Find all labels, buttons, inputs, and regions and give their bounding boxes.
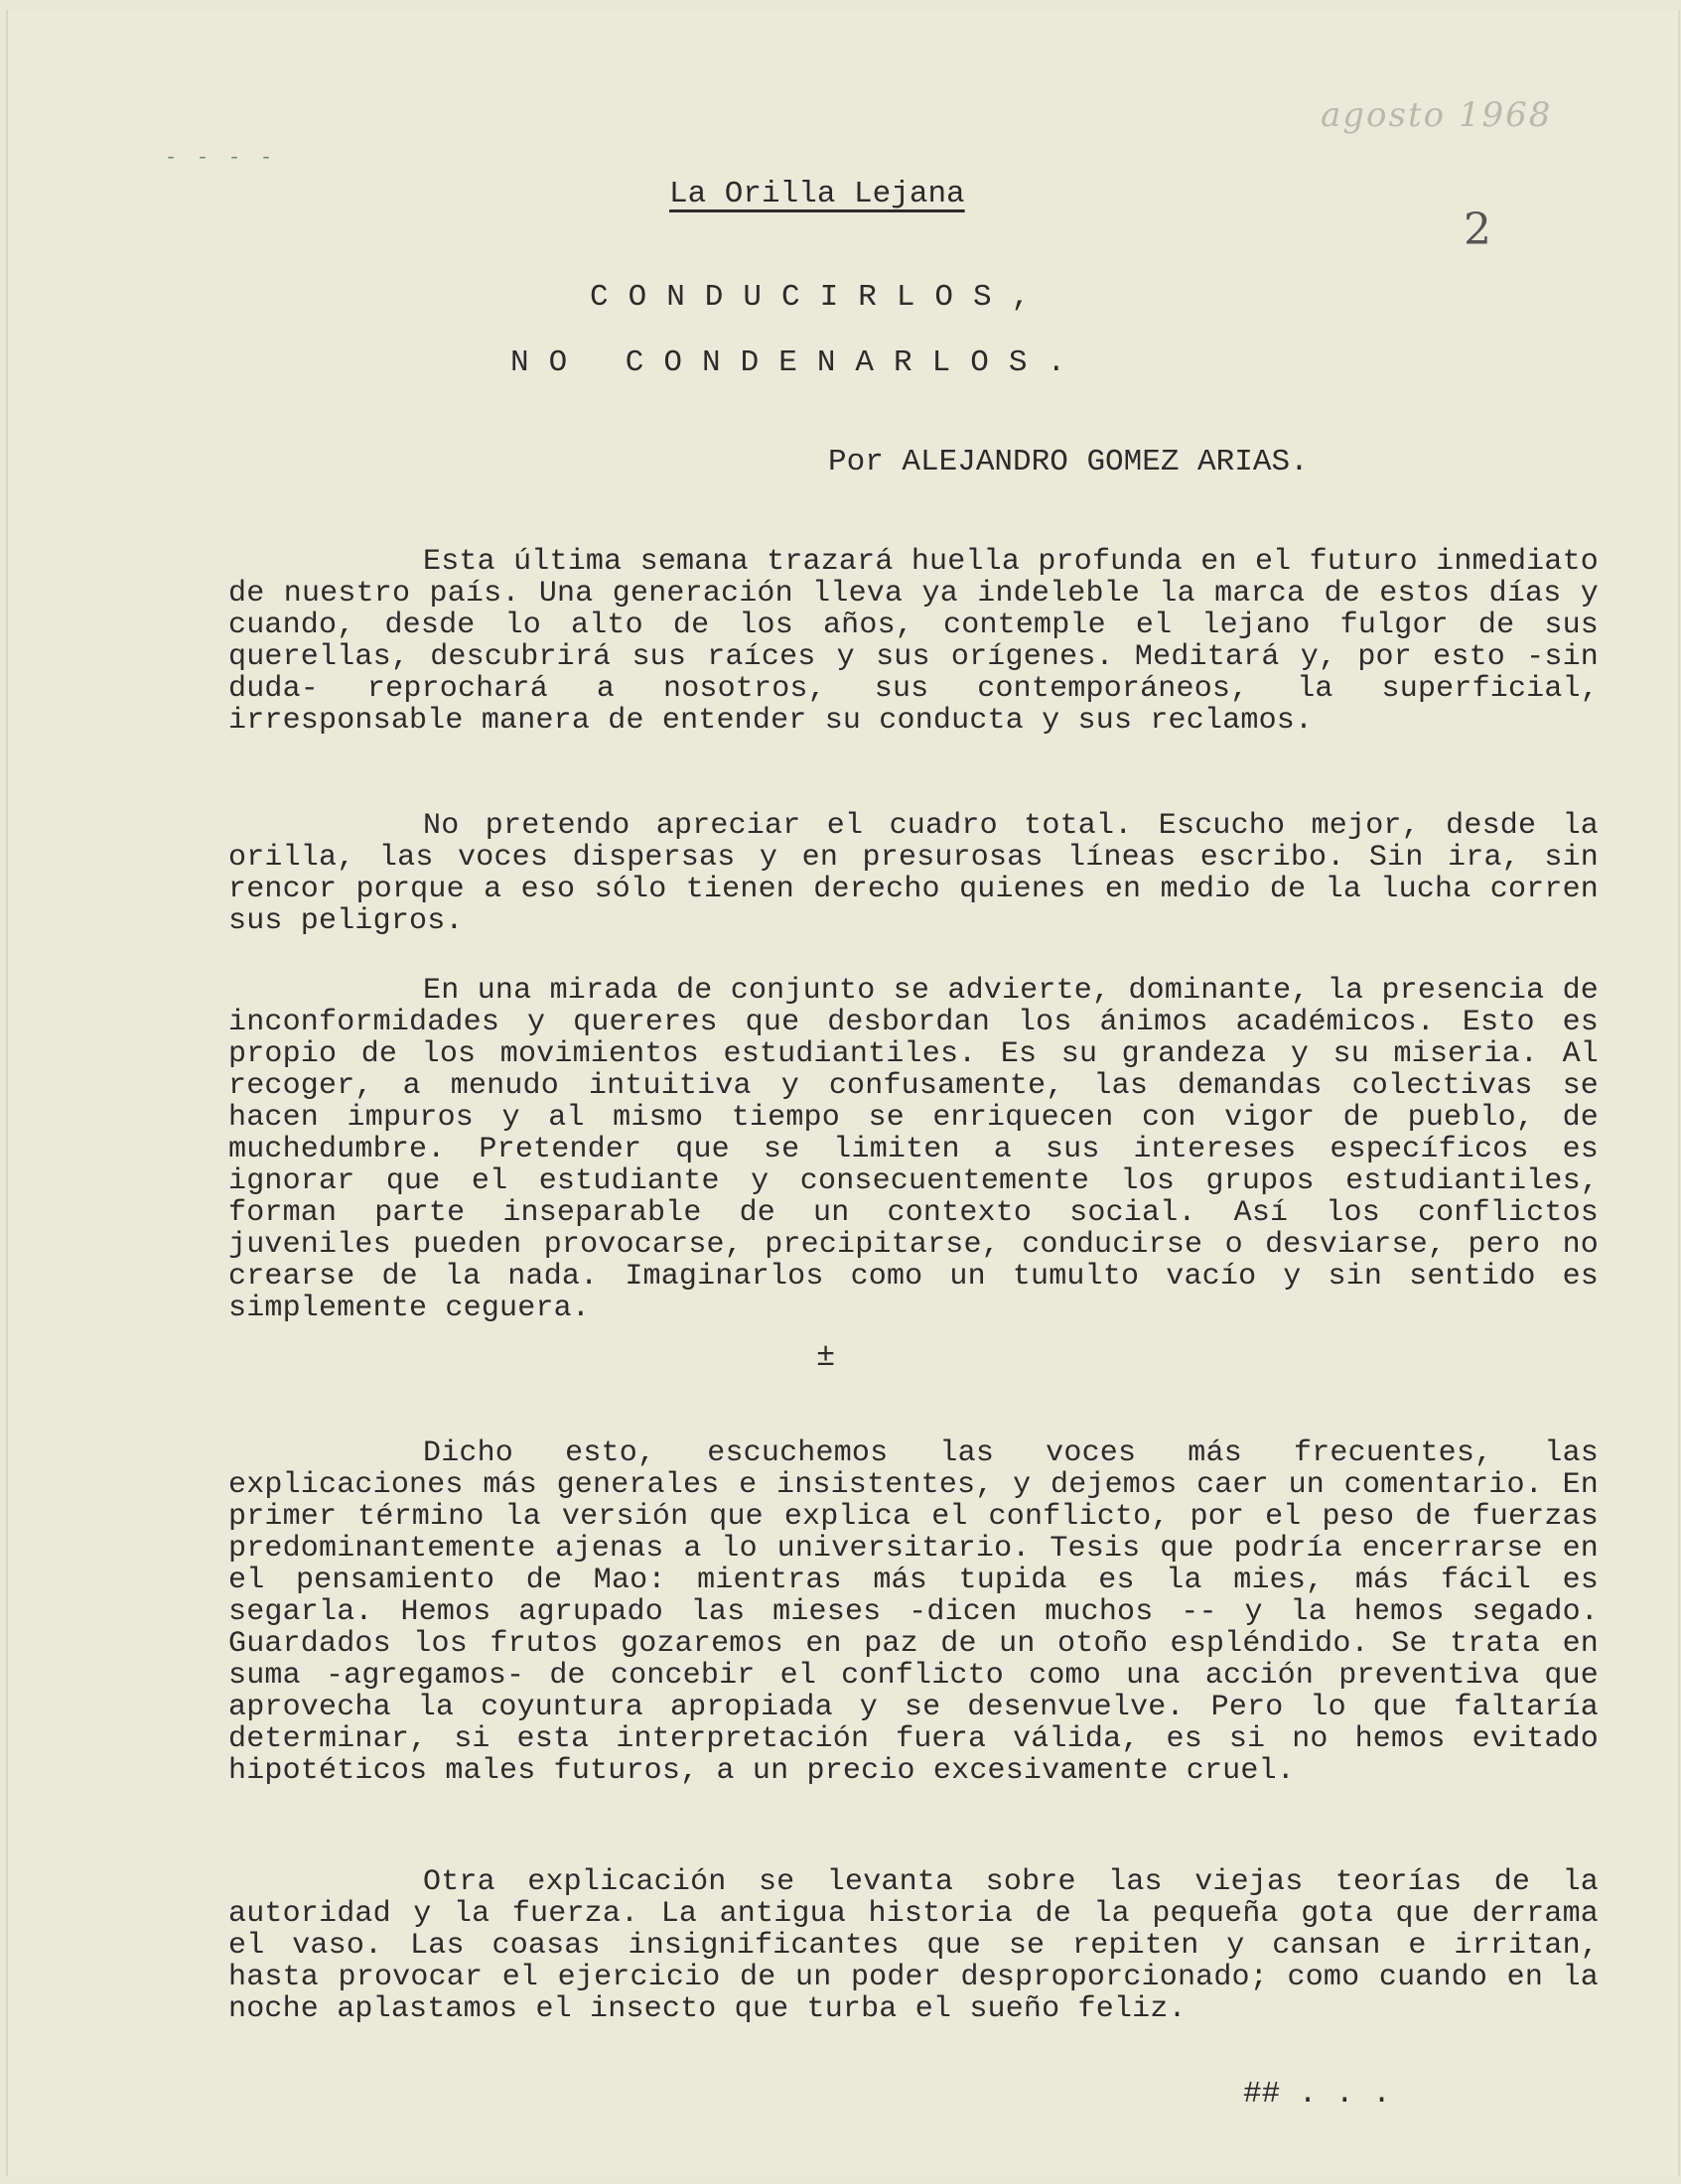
byline: Por ALEJANDRO GOMEZ ARIAS. — [828, 445, 1309, 479]
paragraph-2: No pretendo apreciar el cuadro total. Escucho mejor, desde la orilla, las voces dispersas y en presurosas líneas escribo. Sin ira, sin rencor porque a eso sólo tienen derecho quienes en medio de la lucha corren sus peligros. — [228, 809, 1599, 938]
paragraph-4: Dicho esto, escuchemos las voces más frecuentes, las explicaciones más generales e insistentes, y dejemos caer un comentario. En primer término la versión que explica el conflicto, por el peso de fuerzas predominantemente ajenas a lo universitario. Tesis que podría encerrarse en el pensamiento de Mao: mientras más tupida es la mies, más fácil es segarla. Hemos agrupado las mieses -dicen muchos -- y la hemos segado. Guardados los frutos gozaremos en paz de un otoño espléndido. Se trata en suma -agregamos- de concebir el conflicto como una acción preventiva que aprovecha la coyuntura apropiada y se desenvuelve. Pero lo que faltaría determinar, si esta interpretación fuera válida, es si no hemos evitado hipotéticos males futuros, a un precio excesivamente cruel. — [228, 1436, 1599, 1788]
typewritten-page — [6, 10, 1680, 2176]
continuation-mark: ## . . . — [1243, 2077, 1391, 2112]
page-number: 2 — [1464, 205, 1491, 255]
handwritten-date-annotation: agosto 1968 — [1321, 95, 1553, 135]
section-separator: ± — [816, 1338, 836, 1375]
paragraph-5: Otra explicación se levanta sobre las viejas teorías de la autoridad y la fuerza. La antigua historia de la pequeña gota que derrama el vaso. Las coasas insignificantes que se repiten y cansan e irritan, hasta provocar el ejercicio de un poder desproporcionado; como cuando en la noche aplastamos el insecto que turba el sueño feliz. — [228, 1865, 1599, 2026]
headline-line-1: CONDUCIRLOS, — [590, 280, 1051, 315]
column-title: La Orilla Lejana — [669, 177, 965, 211]
top-mark: - - - - — [165, 147, 277, 170]
paragraph-3: En una mirada de conjunto se advierte, dominante, la presencia de inconformidades y quereres que desbordan los ánimos académicos. Esto es propio de los movimientos estudiantiles. Es su grandeza y su miseria. Al recoger, a menudo intuitiva y confusamente, las demandas colectivas se hacen impuros y al mismo tiempo se enriquecen con vigor de pueblo, de muchedumbre. Pretender que se limiten a sus intereses específicos es ignorar que el estudiante y consecuentemente los grupos estudiantiles, forman parte inseparable de un contexto social. Así los conflictos juveniles pueden provocarse, precipitarse, conducirse o desviarse, pero no crearse de la nada. Imaginarlos como un tumulto vacío y sin sentido es simplemente ceguera. — [228, 974, 1599, 1325]
paragraph-1: Esta última semana trazará huella profunda en el futuro inmediato de nuestro país. Una generación lleva ya indeleble la marca de estos días y cuando, desde lo alto de los años, contemple el lejano fulgor de sus querellas, descubrirá sus raíces y sus orígenes. Meditará y, por esto -sin duda- reprochará a nosotros, sus contemporáneos, la superficial, irresponsable manera de entender su conducta y sus reclamos. — [228, 545, 1599, 738]
headline-line-2: NO CONDENARLOS. — [510, 345, 1086, 380]
